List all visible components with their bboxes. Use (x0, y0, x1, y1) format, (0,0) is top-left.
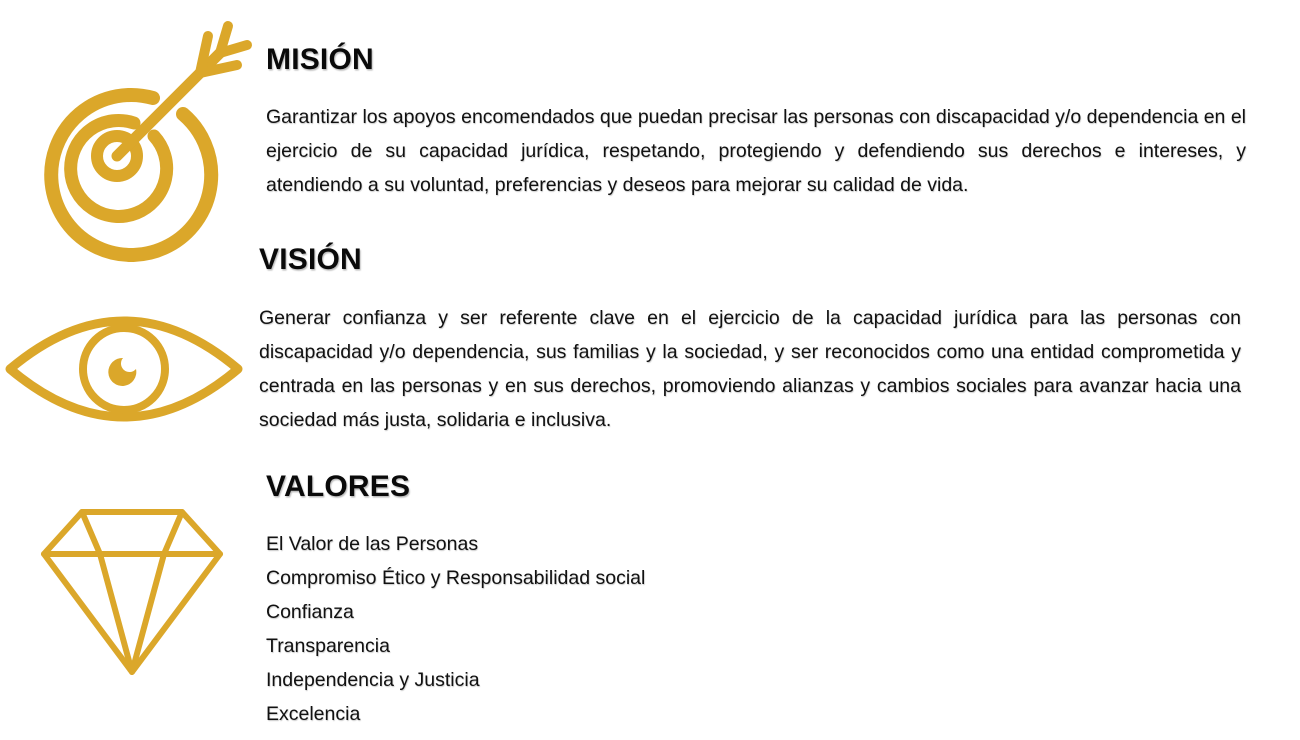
mision-text: Garantizar los apoyos encomendados que puedan precisar las personas con discapacidad y/o dependencia en el ejercicio de su capacidad jurídica, respetando, protegiendo y defendiendo sus derechos e intereses, y atendiendo a su voluntad, preferencias y deseos para mejorar su calidad de vida. (266, 106, 1246, 196)
valor-item: Independencia y Justicia (266, 669, 480, 691)
valores-list (266, 527, 645, 731)
valor-item: Excelencia (266, 703, 361, 725)
valor-item: Transparencia (266, 635, 390, 657)
valor-item: El Valor de las Personas (266, 533, 479, 555)
eye-icon (6, 306, 242, 432)
valor-item: Confianza (266, 601, 354, 623)
mision-title: MISIÓN (266, 43, 374, 76)
valor-item: Compromiso Ético y Responsabilidad social (266, 567, 646, 589)
vision-text: Generar confianza y ser referente clave en el ejercicio de la capacidad jurídica para las personas con discapacidad y/o dependencia, sus familias y la sociedad, y ser reconocidos como una entidad comprometida y centrada en las personas y en sus derechos, promoviendo alianzas y cambios sociales para avanzar hacia una sociedad más justa, solidaria e inclusiva. (259, 307, 1241, 431)
diamond-icon (40, 508, 224, 678)
target-arrow-icon (30, 26, 250, 246)
valores-title: VALORES (266, 470, 411, 503)
vision-title: VISIÓN (259, 243, 362, 276)
